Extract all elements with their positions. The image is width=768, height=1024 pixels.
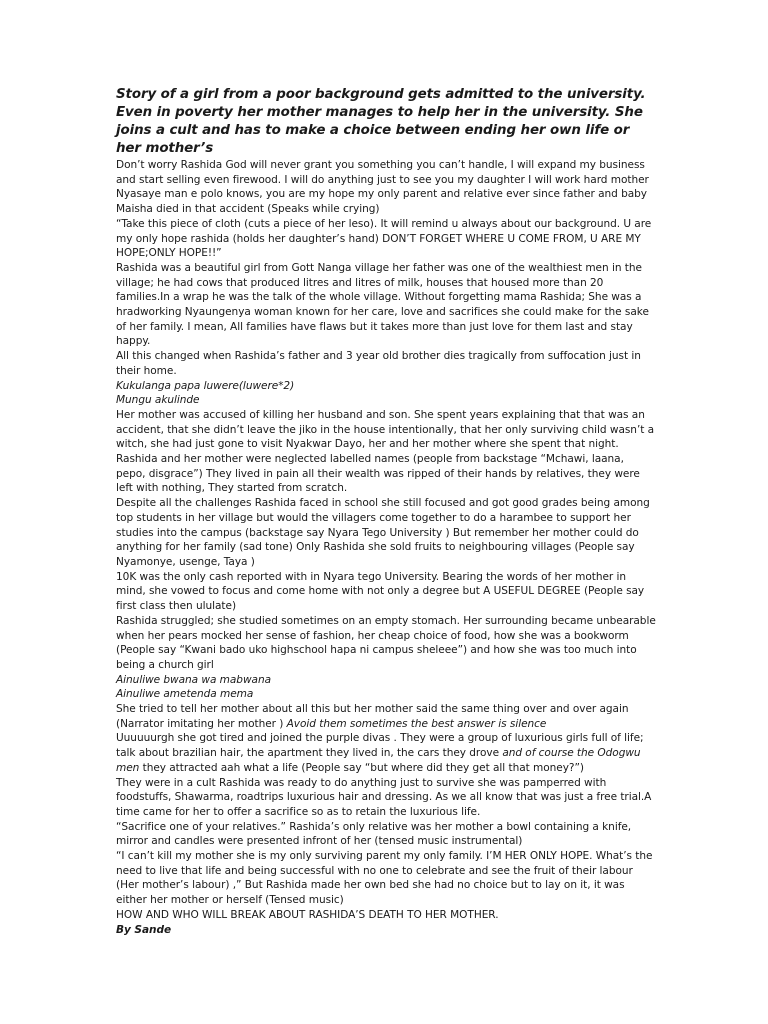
paragraph: All this changed when Rashida’s father and 3 year old brother dies tragically from suffocation just in their home. [116,350,641,377]
story-title: Story of a girl from a poor background gets admitted to the university. Even in poverty her mother manages to help her in the university. She joins a cult and has to make a choice between ending her own life or her mother’s [116,87,646,156]
paragraph: They were in a cult Rashida was ready to do anything just to survive she was pamperred with foodstuffs, Shawarma, roadtrips luxurious hair and dressing. As we all know that was just a free trial.A time came for her to offer a sacrifice so as to retain the luxurious life. [116,776,652,818]
paragraph: 10K was the only cash reported with in Nyara tego University. Bearing the words of her mother in mind, she vowed to focus and come home with not only a degree but A USEFUL DEGREE (People say first class then ululate) [116,570,645,613]
paragraph: Despite all the challenges Rashida faced in school she still focused and got good grades being among top students in her village but would the villagers come together to do a harambee to support her studies into the campus (backstage say Nyara Tego University ) But remember her mother could do anything for her family (sad tone) Only Rashida she sold fruits to neighbouring villages (People say Nyamonye, usenge, Taya ) [116,497,650,568]
paragraph: “Take this piece of cloth (cuts a piece of her leso). It will remind u always about our background. U are my only hope rashida (holds her daughter’s hand) DON’T FORGET WHERE U COME FROM, U ARE MY HOPE;ONLY HOPE!!” [116,217,652,260]
paragraph [116,731,656,775]
song-line: Kukulanga papa luwere(luwere*2) [116,379,295,392]
paragraph-italic-text: and of course the Odogwu men [116,747,641,774]
paragraph-text: Uuuuuurgh she got tired and joined the purple divas . They were a group of luxurious girls full of life; talk about brazilian hair, the apartment they lived in, the cars they drove [116,732,644,760]
paragraph: Rashida struggled; she studied sometimes on an empty stomach. Her surrounding became unbearable when her pears mocked her sense of fashion, her cheap choice of food, how she was a bookworm (People say “Kwani bado uko highschool hapa ni campus sheleee”) and how she was too much into being a church girl [116,614,656,671]
song-line: Ainuliwe bwana wa mabwana [116,673,271,686]
paragraph-text: She tried to tell her mother about all this but her mother said the same thing over and over again (Narrator imitating her mother ) [116,703,629,730]
paragraph-text: they attracted aah what a life (People say “but where did they get all that money?”) [139,761,584,774]
paragraph: Rashida and her mother were neglected labelled names (people from backstage “Mchawi, laana, pepo, disgrace”) They lived in pain all their wealth was ripped of their hands by relatives, they were left with nothing, They started from scratch. [116,453,640,495]
song-line: Ainuliwe ametenda mema [116,688,254,701]
paragraph: HOW AND WHO WILL BREAK ABOUT RASHIDA’S DEATH TO HER MOTHER. [116,908,499,921]
document-page [116,86,656,937]
paragraph: Rashida was a beautiful girl from Gott Nanga village her father was one of the wealthiest men in the village; he had cows that produced litres and litres of milk, houses that housed more than 20 families.In a wrap he was the talk of the whole village. Without forgetting mama Rashida; She was a hradworking Nyaungenya woman known for her care, love and sacrifices she could make for the sake of her family. I mean, All families have flaws but it takes more than just love for them last and stay happy. [116,261,649,348]
paragraph [116,702,656,731]
paragraph: “I can’t kill my mother she is my only surviving parent my only family. I’M HER ONLY HOPE. What’s the need to live that life and being successful with no one to celebrate and see the fruit of their labour (Her mother’s labour) ,” But Rashida made her own bed she had no choice but to lay on it, it was either her mother or herself (Tensed music) [116,850,653,907]
paragraph-italic-text: Avoid them sometimes the best answer is silence [286,717,547,730]
paragraph: “Sacrifice one of your relatives.” Rashida’s only relative was her mother a bowl containing a knife, mirror and candles were presented infront of her (tensed music instrumental) [116,820,632,848]
author-signature: By Sande [116,923,172,936]
paragraph: Her mother was accused of killing her husband and son. She spent years explaining that that was an accident, that she didn’t leave the jiko in the house intentionally, that her only surviving child wasn’t a witch, she had just gone to visit Nyakwar Dayo, her and her mother where she spent that night. [116,408,655,451]
story-body [116,158,656,937]
song-line: Mungu akulinde [116,394,200,407]
paragraph: Don’t worry Rashida God will never grant you something you can’t handle, I will expand my business and start selling even firewood. I will do anything just to see you my daughter I will work hard mother Nyasaye man e polo knows, you are my hope my only parent and relative ever since father and baby Maisha died in that accident (Speaks while crying) [116,159,649,216]
